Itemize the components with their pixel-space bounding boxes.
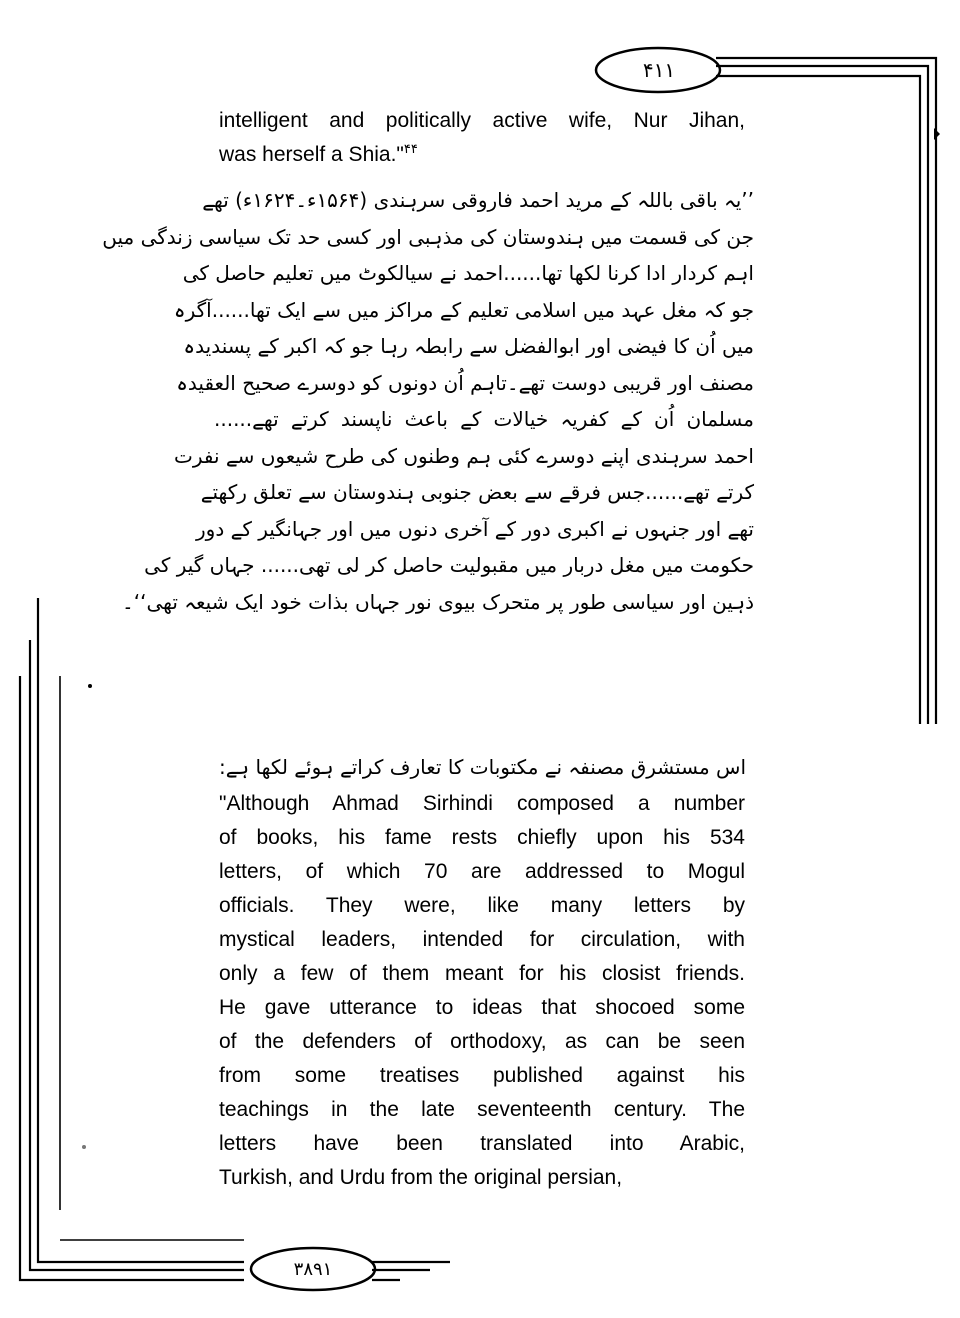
top-english-paragraph bbox=[219, 104, 745, 172]
text-line: He gave utterance to ideas that shocoed some bbox=[219, 996, 745, 1019]
urdu-line: میں اُن کا فیضی اور ابوالفضل سے رابطہ رہا جو کہ اکبر کے پسندیدہ bbox=[183, 334, 754, 358]
header-page-number: ۴۱۱ bbox=[642, 58, 676, 82]
urdu-line: جن کی قسمت میں ہندوستان کی مذہبی اور کسی حد تک سیاسی زندگی میں bbox=[102, 224, 754, 249]
text-line: letters, of which 70 are addressed to Mogul bbox=[219, 860, 745, 883]
text-line: from some treatises published against his bbox=[219, 1064, 745, 1087]
text-line-content: was herself a Shia." bbox=[219, 143, 404, 166]
urdu-intro-line: اس مستشرق مصنفہ نے مکتوبات کا تعارف کراتے ہوئے لکھا ہے: bbox=[218, 755, 746, 779]
urdu-line: کرتے تھے......جس فرقے سے بعض جنوبی ہندوستان سے تعلق رکھتے bbox=[200, 480, 754, 504]
urdu-line: ذہین اور سیاسی طور پر متحرک بیوی نور جہاں بذات خود ایک شیعہ تھی‘‘۔ bbox=[122, 589, 754, 614]
urdu-line: تھے اور جنہوں نے اکبری دور کے آخری دنوں میں اور جہانگیر کے دور bbox=[196, 516, 754, 541]
urdu-line: مصنف اور قریبی دوست تھے۔تاہم اُن دونوں کو دوسرے صحیح العقیدہ bbox=[176, 370, 754, 395]
urdu-line: اہم کردار ادا کرنا لکھا تھا......احمد نے سیالکوٹ میں تعلیم حاصل کی bbox=[182, 261, 754, 285]
urdu-line: ’’یہ باقی باللہ کے مرید احمد فاروقی سرہندی (۱۵۶۴ء۔۱۶۲۴ء) تھے bbox=[202, 188, 754, 212]
text-line: intelligent and politically active wife, Nur Jihan, bbox=[219, 109, 745, 132]
urdu-line: جو کہ مغل عہد میں اسلامی تعلیم کے مراکز میں سے ایک تھا......آگرہ bbox=[173, 297, 754, 322]
text-line bbox=[219, 138, 745, 172]
footer-page-number: ۳۸۹۱ bbox=[293, 1258, 333, 1280]
text-line: Turkish, and Urdu from the original persian, bbox=[219, 1166, 623, 1189]
urdu-line: حکومت میں مغل دربار میں مقبولیت حاصل کر لی تھی...... جہاں گیر کی bbox=[144, 553, 754, 577]
text-line: letters have been translated into Arabic, bbox=[219, 1132, 745, 1155]
text-line: of the defenders of orthodoxy, as can be seen bbox=[219, 1030, 745, 1053]
english-quote-paragraph bbox=[219, 787, 745, 1195]
urdu-line: مسلمان اُن کے کفریہ خیالات کے باعث ناپسند کرتے تھے...... bbox=[214, 407, 754, 431]
text-line: officials. They were, like many letters by bbox=[219, 894, 745, 917]
text-line: only a few of them meant for his closist friends. bbox=[219, 962, 745, 985]
urdu-line: احمد سرہندی اپنے دوسرے کئی ہم وطنوں کی طرح شیعوں سے نفرت bbox=[174, 443, 754, 468]
text-line: "Although Ahmad Sirhindi composed a number bbox=[219, 792, 745, 815]
text-line: teachings in the late seventeenth century. The bbox=[219, 1098, 745, 1121]
urdu-quote-paragraph bbox=[102, 182, 754, 620]
text-line: of books, his fame rests chiefly upon his 534 bbox=[219, 826, 745, 849]
footnote-marker: ۴۴ bbox=[403, 141, 418, 156]
text-line: mystical leaders, intended for circulation, with bbox=[219, 928, 745, 951]
